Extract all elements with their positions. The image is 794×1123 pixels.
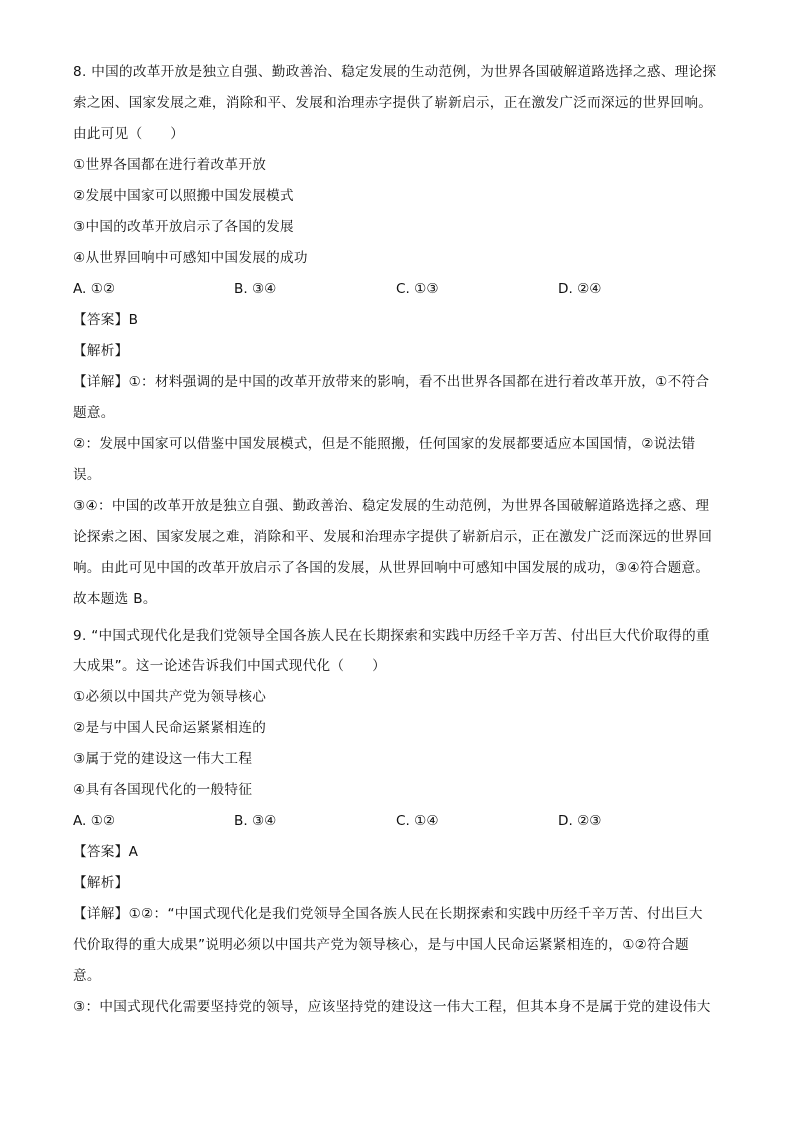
q8-detail-line-8: 故本题选 B。 [73,591,157,607]
q8-options [73,279,723,299]
q9-option-a: A. ①② [73,813,116,829]
q8-option-b: B. ③④ [234,281,277,297]
q8-detail-line-7: 响。由此可见中国的改革开放启示了各国的发展，从世界回响中可感知中国发展的成功，③④符合题意。 [73,560,710,576]
q9-detail-line-1: 【详解】①②：“中国式现代化是我们党领导全国各族人民在长期探索和实践中历经千辛万苦、付出巨大 [73,906,703,922]
q9-answer: 【答案】A [73,844,139,860]
q8-item-1: ①世界各国都在进行着改革开放 [73,157,267,173]
q9-stem-line-2: 大成果”。这一论述告诉我们中国式现代化（ ） [73,658,387,674]
q8-detail-line-3: ②：发展中国家可以借鉴中国发展模式，但是不能照搬，任何国家的发展都要适应本国国情，②说法错 [73,436,696,452]
q8-detail-line-4: 误。 [73,467,101,483]
q9-detail-line-2: 代价取得的重大成果”说明必须以中国共产党为领导核心，是与中国人民命运紧紧相连的，①②符合题 [73,937,689,953]
q8-stem-line-1: 8. 中国的改革开放是独立自强、勤政善治、稳定发展的生动范例，为世界各国破解道路选择之惑、理论探 [73,64,717,80]
q9-item-2: ②是与中国人民命运紧紧相连的 [73,720,267,736]
q8-option-a: A. ①② [73,281,116,297]
q9-options [73,811,723,831]
q8-detail-line-1: 【详解】①：材料强调的是中国的改革开放带来的影响，看不出世界各国都在进行着改革开放，①不符合 [73,374,710,390]
q8-stem-line-2: 索之困、国家发展之难，消除和平、发展和治理赤字提供了崭新启示，正在激发广泛而深远的世界回响。 [73,95,713,111]
q8-option-d: D. ②④ [558,281,602,297]
q9-option-b: B. ③④ [234,813,277,829]
q9-option-c: C. ①④ [396,813,439,829]
q8-item-2: ②发展中国家可以照搬中国发展模式 [73,188,294,204]
q8-answer: 【答案】B [73,312,139,328]
q8-option-c: C. ①③ [396,281,439,297]
q9-detail-line-4: ③：中国式现代化需要坚持党的领导，应该坚持党的建设这一伟大工程，但其本身不是属于党的建设伟大 [73,999,711,1015]
q9-item-1: ①必须以中国共产党为领导核心 [73,689,267,705]
q9-analysis-label: 【解析】 [73,875,129,891]
q8-analysis-label: 【解析】 [73,343,129,359]
q8-detail-line-6: 论探索之困、国家发展之难，消除和平、发展和治理赤字提供了崭新启示，正在激发广泛而深远的世界回 [73,529,713,545]
q8-item-4: ④从世界回响中可感知中国发展的成功 [73,250,308,266]
q9-detail-line-3: 意。 [73,968,101,984]
q8-detail-line-5: ③④：中国的改革开放是独立自强、勤政善治、稳定发展的生动范例，为世界各国破解道路选择之惑、理 [73,498,710,514]
q9-item-3: ③属于党的建设这一伟大工程 [73,751,253,767]
q9-option-d: D. ②③ [558,813,602,829]
q9-item-4: ④具有各国现代化的一般特征 [73,782,253,798]
q8-detail-line-2: 题意。 [73,405,115,421]
q9-stem-line-1: 9. “中国式现代化是我们党领导全国各族人民在长期探索和实践中历经千辛万苦、付出巨大代价取得的重 [73,628,710,644]
q8-item-3: ③中国的改革开放启示了各国的发展 [73,219,294,235]
q8-stem-line-3: 由此可见（ ） [73,126,185,142]
